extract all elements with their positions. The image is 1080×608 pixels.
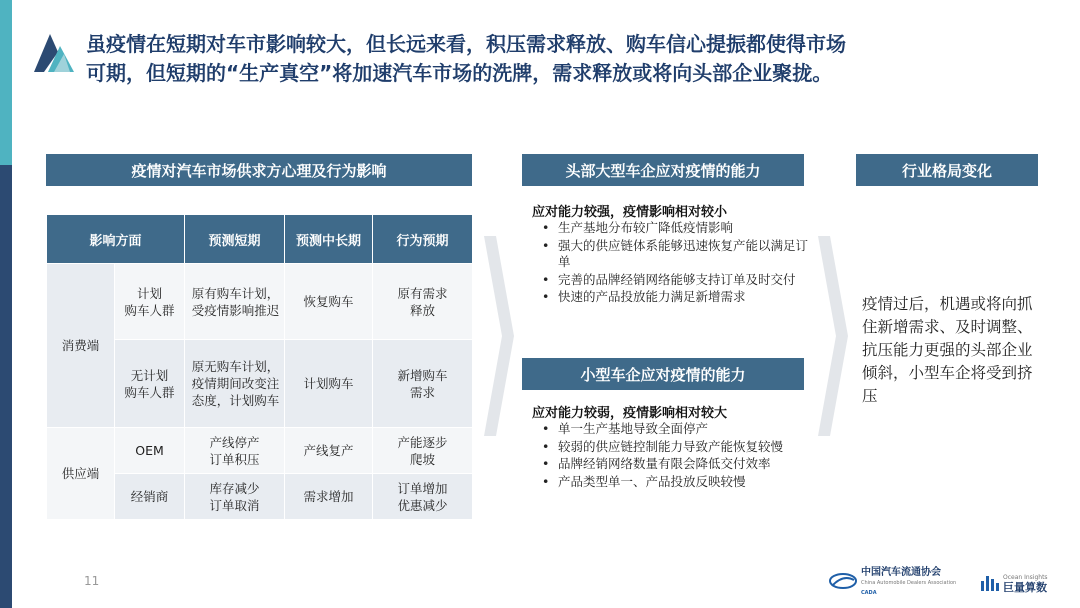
left-accent-bar-teal — [0, 0, 12, 165]
list-item: • 强大的供应链体系能够迅速恢复产能以满足订单 — [558, 238, 816, 271]
cada-logo-icon — [828, 570, 858, 596]
table-cell: 库存减少 订单取消 — [185, 474, 285, 520]
table-cell: 计划购车 — [285, 340, 373, 428]
middle-top-bullets — [540, 220, 816, 307]
table-cell: 订单增加 优惠减少 — [373, 474, 473, 520]
table-cell: 恢复购车 — [285, 264, 373, 340]
list-item: • 完善的品牌经销网络能够支持订单及时交付 — [558, 272, 816, 289]
table-cell: 原有购车计划，受疫情影响推迟 — [185, 264, 285, 340]
headline-line-2: 可期，但短期的“生产真空”将加速汽车市场的洗牌，需求释放或将向头部企业聚拢。 — [86, 61, 833, 85]
brand-logo-icon — [30, 28, 78, 76]
table-header-row — [47, 215, 473, 264]
impact-table — [46, 214, 473, 520]
table-header-cell: 预测中长期 — [285, 215, 373, 264]
left-accent-bar-navy — [0, 165, 12, 608]
list-item: • 品牌经销网络数量有限会降低交付效率 — [558, 456, 816, 473]
table-header-cell: 影响方面 — [47, 215, 185, 264]
table-cell: 无计划 购车人群 — [115, 340, 185, 428]
table-cell: 产线停产 订单积压 — [185, 428, 285, 474]
ocean-insights-en: Ocean Insights — [1003, 574, 1048, 581]
middle-bottom-bullets — [540, 421, 816, 491]
table-cell: 产线复产 — [285, 428, 373, 474]
chevron-right-icon — [484, 236, 514, 436]
ocean-insights-logo — [980, 568, 1075, 598]
list-item: • 较弱的供应链控制能力导致产能恢复较慢 — [558, 439, 816, 456]
table-cell: OEM — [115, 428, 185, 474]
group-label: 消费端 — [47, 264, 115, 428]
table-cell: 产能逐步 爬坡 — [373, 428, 473, 474]
list-item: • 快速的产品投放能力满足新增需求 — [558, 289, 816, 306]
cada-logo — [828, 568, 968, 598]
table-row — [47, 264, 473, 340]
page-headline — [86, 30, 1066, 88]
page-number: 11 — [84, 574, 100, 588]
table-cell: 原无购车计划，疫情期间改变注态度，计划购车 — [185, 340, 285, 428]
table-header-cell: 行为预期 — [373, 215, 473, 264]
left-panel-title: 疫情对汽车市场供求方心理及行为影响 — [46, 154, 472, 186]
cada-name-cn: 中国汽车流通协会 — [861, 567, 941, 578]
middle-top-heading: 应对能力较强，疫情影响相对较小 — [532, 205, 728, 220]
cada-abbr: CADA — [861, 590, 877, 596]
middle-bottom-heading: 应对能力较弱，疫情影响相对较大 — [532, 406, 728, 421]
ocean-insights-icon — [980, 573, 1000, 593]
cada-name-en: China Automobile Dealers Association — [861, 580, 957, 586]
list-item: • 生产基地分布较广降低疫情影响 — [558, 220, 816, 237]
table-cell: 需求增加 — [285, 474, 373, 520]
right-panel-title: 行业格局变化 — [856, 154, 1038, 186]
chevron-right-icon — [818, 236, 848, 436]
table-header-cell: 预测短期 — [185, 215, 285, 264]
table-cell: 计划 购车人群 — [115, 264, 185, 340]
group-label: 供应端 — [47, 428, 115, 520]
headline-line-1: 虽疫情在短期对车市影响较大，但长远来看，积压需求释放、购车信心提振都使得市场 — [86, 32, 846, 56]
table-cell: 新增购车 需求 — [373, 340, 473, 428]
list-item: • 单一生产基地导致全面停产 — [558, 421, 816, 438]
right-panel-summary: 疫情过后，机遇或将向抓住新增需求、及时调整、抗压能力更强的头部企业倾斜，小型车企将受到挤压 — [862, 295, 1033, 405]
table-cell: 原有需求 释放 — [373, 264, 473, 340]
middle-top-title: 头部大型车企应对疫情的能力 — [522, 154, 804, 186]
ocean-insights-cn: 巨量算数 — [1003, 581, 1047, 594]
list-item: • 产品类型单一、产品投放反映较慢 — [558, 474, 816, 491]
table-cell: 经销商 — [115, 474, 185, 520]
middle-bottom-title: 小型车企应对疫情的能力 — [522, 358, 804, 390]
table-row — [47, 428, 473, 474]
